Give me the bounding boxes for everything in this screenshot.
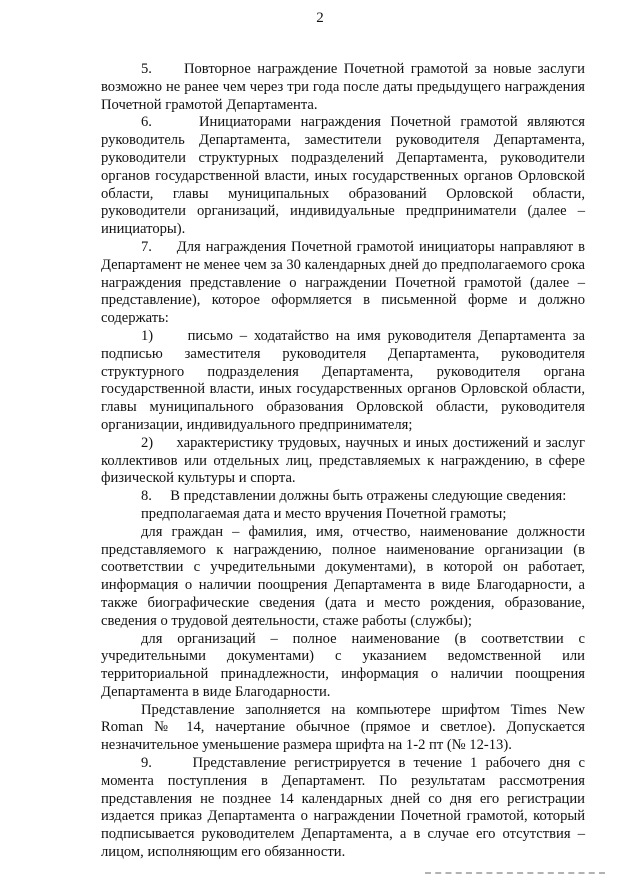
paragraph-8-date-place: предполагаемая дата и место вручения Почетной грамоты; xyxy=(141,505,507,522)
paragraph-8: 8. В представлении должны быть отражены следующие сведения: xyxy=(141,488,567,505)
scan-artifact xyxy=(425,872,605,877)
paragraph-6: 6. Инициаторами награждения Почетной грамотой являются руководитель Департамента, заместители руководителя Департамента, руководители структурных подразделений Департамента, руководители органов государственной власти, иных государственных органов Орловской области, главы муниципальных образований Орловской области, руководители организаций, индивидуальные предприниматели (далее – инициаторы). xyxy=(101,114,585,238)
paragraph-8-formatting: Представление заполняется на компьютере шрифтом Times New Roman № 14, начертание обычное (прямое и светлое). Допускается незначительное уменьшение размера шрифта на 1-2 пт (№ 12-13). xyxy=(101,701,585,754)
paragraph-8-organizations: для организаций – полное наименование (в соответствии с учредительными документами) с указанием ведомственной или территориальной принадлежности, информация о наличии поощрения Департамента в виде Благодарности. xyxy=(101,630,585,700)
paragraph-8-citizens: для граждан – фамилия, имя, отчество, наименование должности представляемого к награждению, полное наименование организации (в соответствии с учредительными документами), в которой он работает, информация о наличии поощрения Департамента в виде Благодарности, а также биографические сведения (дата и место рождения, образование, сведения о трудовой деятельности, стаже работы (службы); xyxy=(101,523,585,629)
paragraph-9: 9. Представление регистрируется в течение 1 рабочего дня с момента поступления в Департамент. По результатам рассмотрения представления не позднее 14 календарных дней со дня его регистрации издается приказ Департамента о награждении Почетной грамотой, который подписывается руководителем Департамента, а в случае его отсутствия – лицом, исполняющим его обязанности. xyxy=(101,755,585,861)
paragraph-5: 5. Повторное награждение Почетной грамотой за новые заслуги возможно не ранее чем через три года после даты предыдущего награждения Почетной грамотой Департамента. xyxy=(101,61,585,113)
document-body xyxy=(101,61,585,862)
page-number: 2 xyxy=(316,10,324,26)
paragraph-7-item-2: 2) характеристику трудовых, научных и иных достижений и заслуг коллективов или отдельных лиц, представляемых к награждению, в сфере физической культуры и спорта. xyxy=(101,434,585,487)
paragraph-7: 7. Для награждения Почетной грамотой инициаторы направляют в Департамент не менее чем за 30 календарных дней до предполагаемого срока награждения представление о награждении Почетной грамотой (далее – представление), которое оформляется в письменной форме и должно содержать: xyxy=(101,238,585,327)
paragraph-7-item-1: 1) письмо – ходатайство на имя руководителя Департамента за подписью заместителя руководителя Департамента, руководителя структурного подразделения Департамента, руководителя органа государственной власти, иных государственных органов Орловской области, главы муниципального образования Орловской области, руководителя организации, индивидуального предпринимателя; xyxy=(101,327,585,433)
